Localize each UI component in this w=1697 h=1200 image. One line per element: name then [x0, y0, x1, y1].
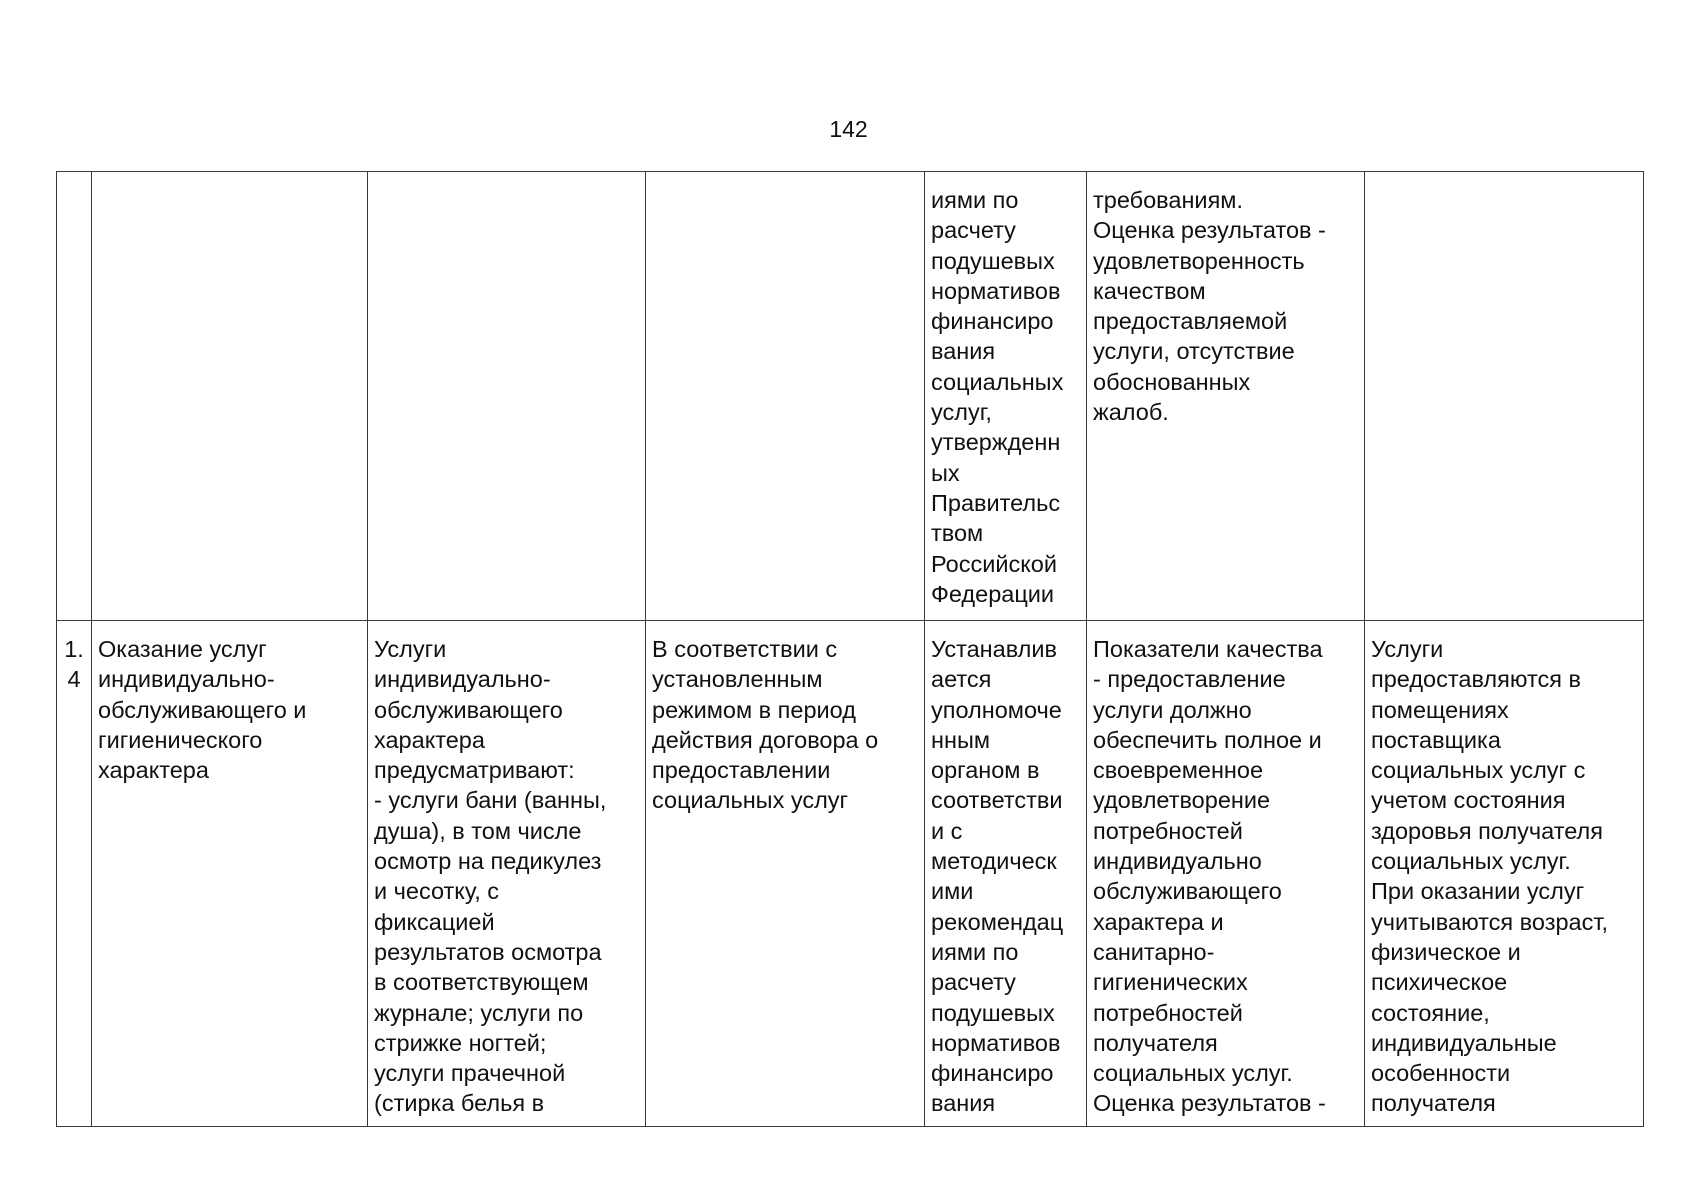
cell-service-name: Оказание услуг индивидуально- обслуживающего и гигиенического характера	[92, 621, 368, 1127]
cell-service-description: Услуги индивидуально- обслуживающего характера предусматривают: - услуги бани (ванны, душа), в том числе осмотр на педикулез и чесотку, с фиксацией результатов осмотра в соответствующем журнале; услуги по стрижке ногтей; услуги прачечной (стирка белья в	[368, 621, 646, 1127]
cell-quality-indicators: требованиям. Оценка результатов - удовлетворенность качеством предоставляемой услуги, отсутствие обоснованных жалоб.	[1087, 172, 1365, 621]
cell-service-name	[92, 172, 368, 621]
cell-quality-indicators: Показатели качества - предоставление услуги должно обеспечить полное и своевременное удовлетворение потребностей индивидуально обслуживающего характера и санитарно- гигиенических потребностей получателя социальных услуг. Оценка результатов -	[1087, 621, 1365, 1127]
cell-service-timing	[646, 172, 925, 621]
services-table	[56, 171, 1644, 1127]
cell-number	[57, 172, 92, 621]
cell-service-norms: иями по расчету подушевых нормативов финансиро вания социальных услуг, утвержденн ых Правительс твом Российской Федерации	[925, 172, 1087, 621]
cell-service-timing: В соответствии с установленным режимом в период действия договора о предоставлении социальных услуг	[646, 621, 925, 1127]
cell-service-conditions: Услуги предоставляются в помещениях поставщика социальных услуг с учетом состояния здоровья получателя социальных услуг. При оказании услуг учитываются возраст, физическое и психическое состояние, индивидуальные особенности получателя	[1365, 621, 1644, 1127]
cell-service-description	[368, 172, 646, 621]
table-row	[57, 621, 1644, 1127]
cell-service-conditions	[1365, 172, 1644, 621]
cell-number: 1. 4	[57, 621, 92, 1127]
page-number: 142	[829, 116, 868, 142]
table-row	[57, 172, 1644, 621]
cell-service-norms: Устанавлив ается уполномоче нным органом в соответстви и с методическ ими рекомендац иями по расчету подушевых нормативов финансиро вания	[925, 621, 1087, 1127]
